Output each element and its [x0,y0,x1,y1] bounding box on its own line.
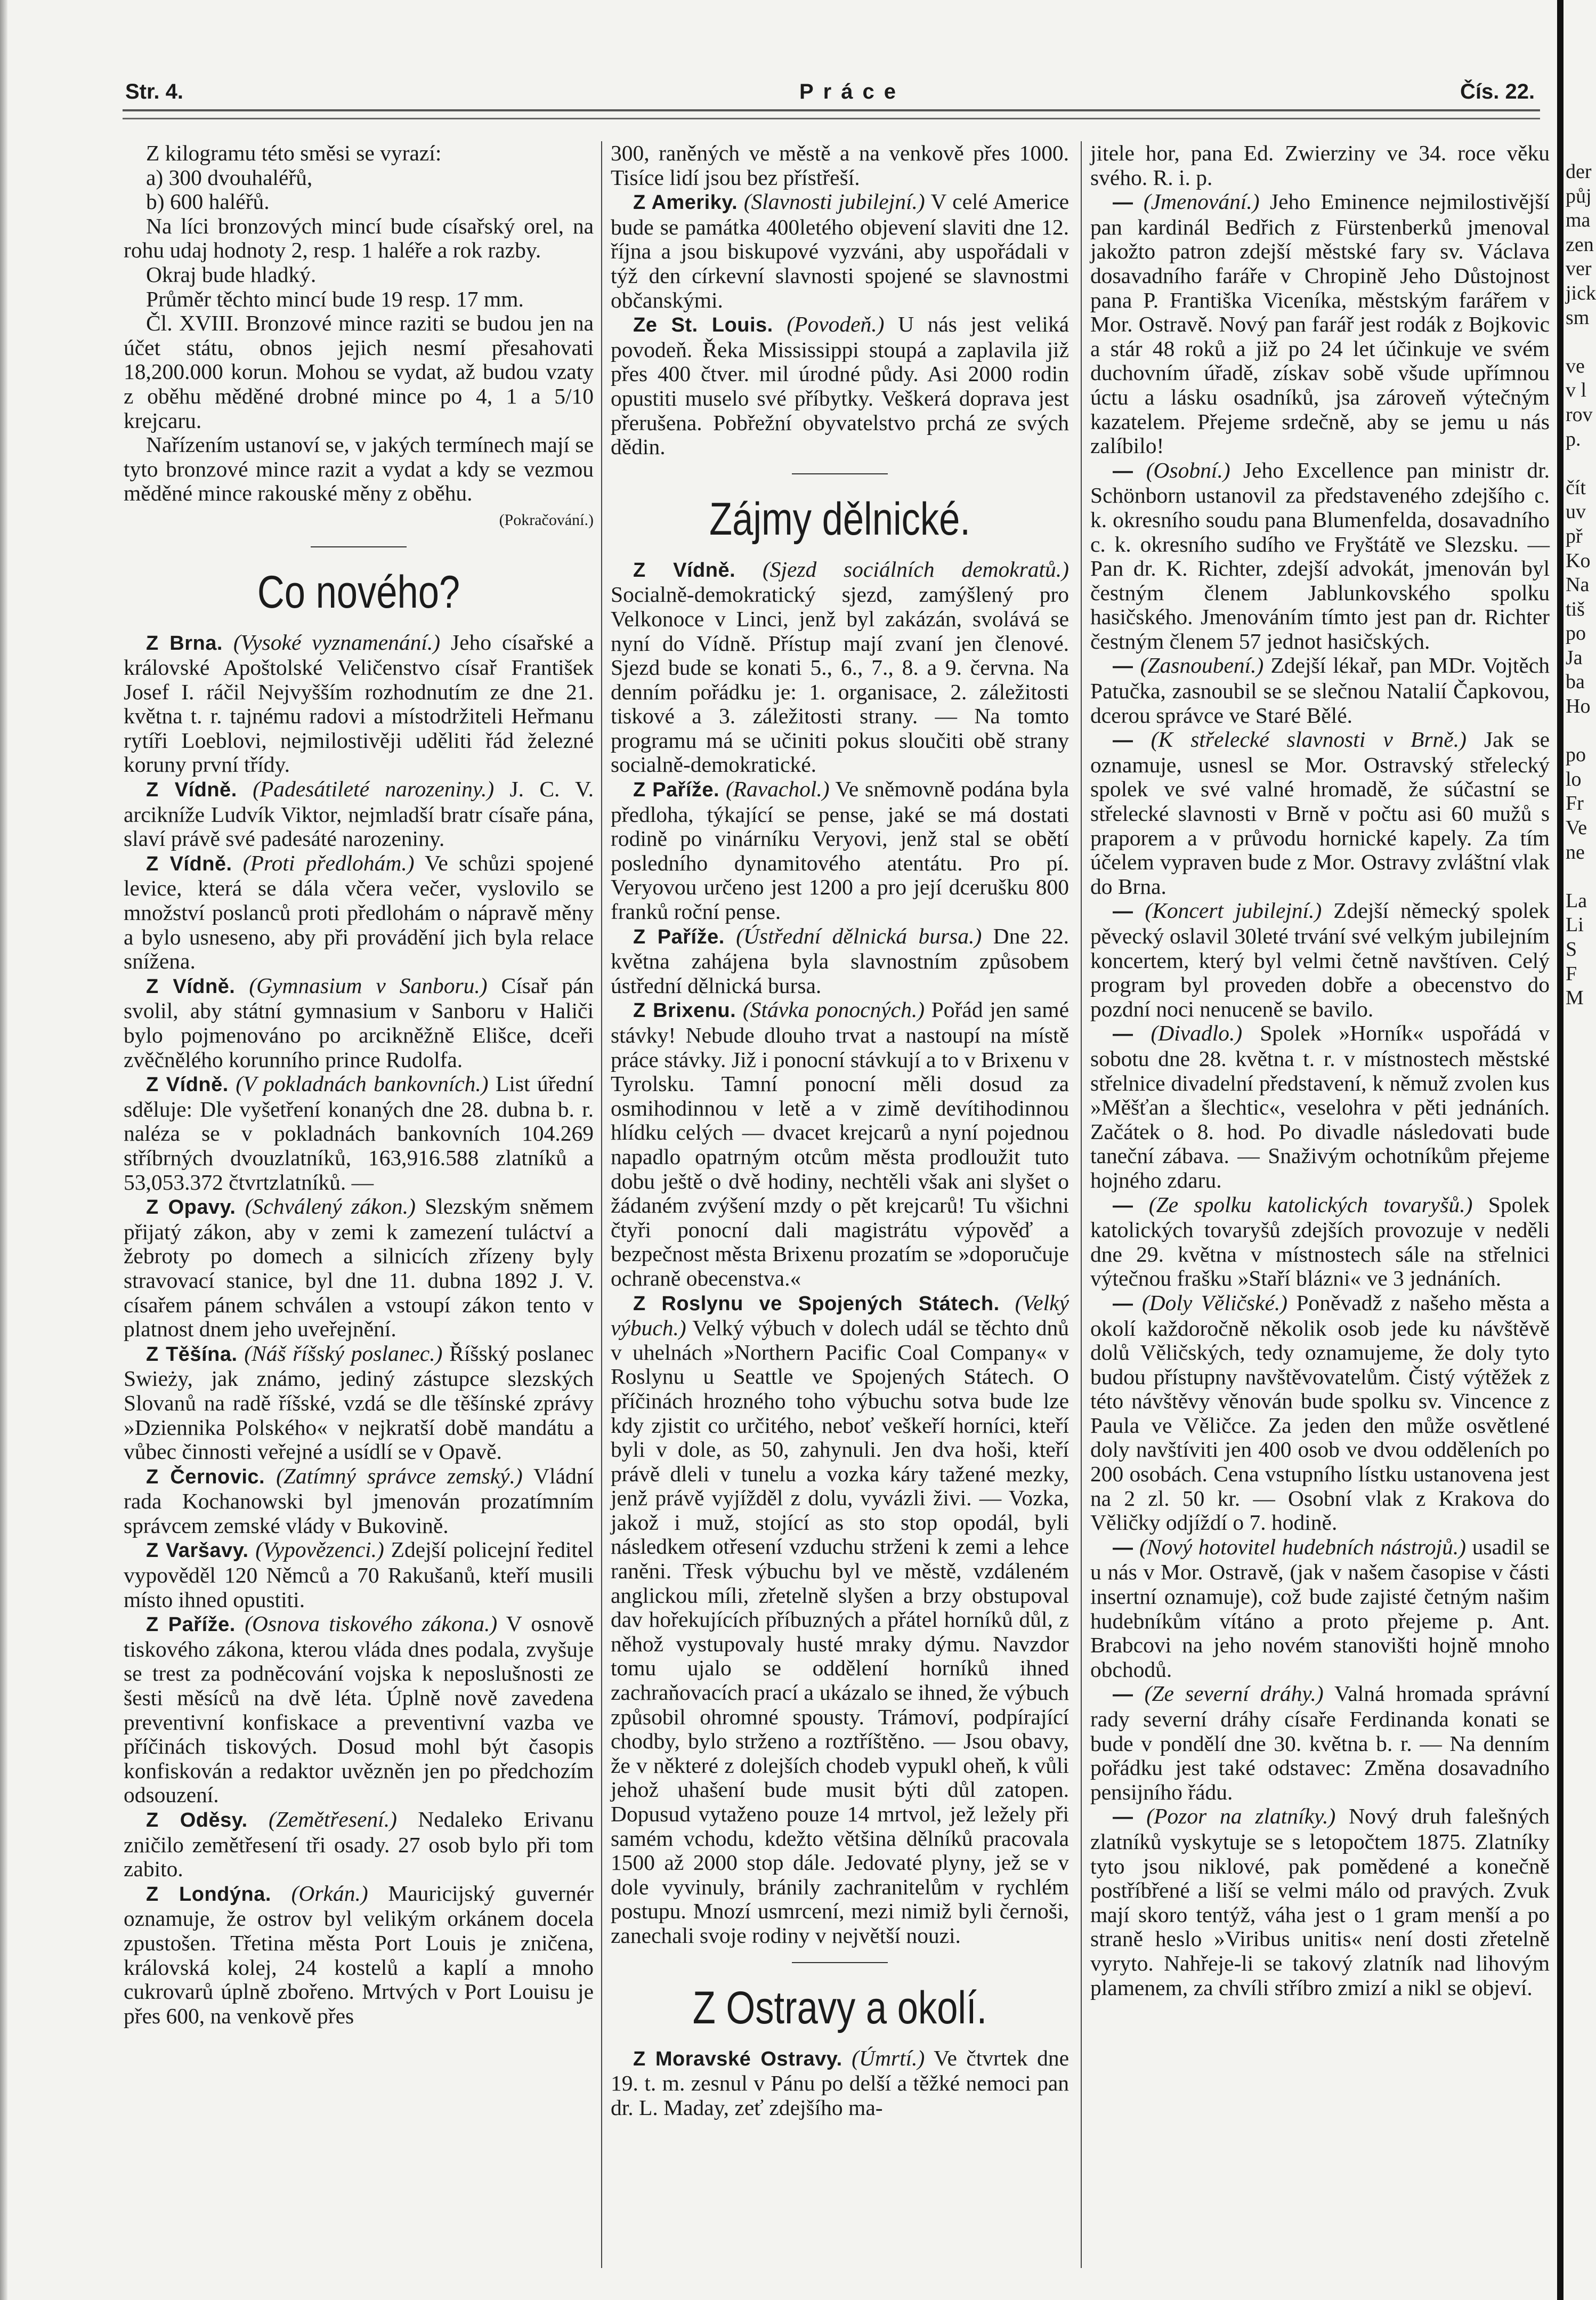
edge-fragment: Na [1566,574,1590,596]
column-3 [1090,141,1550,2268]
section-heading-zajmy-delnicke: Zájmy dělnické. [709,493,970,545]
edge-fragment: p. [1566,427,1581,450]
news-item [124,214,594,263]
news-item [611,141,1069,190]
item-lead: — [1113,729,1133,752]
item-lead: — [1113,1194,1133,1217]
newspaper-title: Práce [799,80,905,103]
item-text: Zdejší lékař, pan MDr. Vojtěch Patučka, zasnoubil se se slečnou Natalií Čapkovou, dcerou správce ve Staré Bělé. [1090,653,1550,728]
news-item [124,851,594,974]
item-text: Dne 22. května zahájena byla slavnostním způsobem ústřední dělnická bursa. [611,923,1070,998]
item-text: Průměr těchto mincí bude 19 resp. 17 mm. [146,286,524,311]
section-heading-co-noveho: Co nového? [257,566,460,618]
news-item [611,924,1069,998]
news-item [124,433,594,506]
item-text: Zdejší německý spolek pěvecký oslavil 30leté trvání své velkým jubilejním koncertem, který byl velmi četně navštíven. Celý program byl proveden dobře a obecenstvo do pozdní noci nenuceně se bavilo. [1090,898,1550,1021]
news-item [611,777,1069,924]
news-item [124,1882,594,2029]
edge-fragment: ne [1566,841,1585,863]
item-lead: — [1113,191,1133,214]
item-topic: (Stávka ponocných.) [742,997,925,1022]
item-text: Na líci bronzových mincí bude císařský orel, na rohu udaj hodnoty 2, resp. 1 haléře a rok razby. [124,213,594,263]
edge-fragment: ve [1566,354,1585,377]
item-text: Spolek katolických tovaryšů zdejších provozuje v neděli dne 29. května v místnostech sále na střelnici výtečnou frašku »Staří blázni« ve 3 jednáních. [1090,1192,1550,1291]
item-topic: (Úmrtí.) [852,2045,925,2070]
item-topic: (Schválený zákon.) [245,1194,416,1219]
item-topic: (Náš říšský poslanec.) [244,1341,443,1366]
edge-fragment: Ho [1566,695,1591,718]
edge-fragment: sm [1566,306,1590,329]
item-text: Jak se oznamuje, usnesl se Mor. Ostravský střelecký spolek ve své valné hromadě, že súčastní se střelecké slavnosti v Brně v počtu asi 60 mužů s praporem a v průvodu hornické kapely. Za tím účelem vypraven bude z Mor. Ostravy zvláštní vlak do Brna. [1090,727,1550,899]
column-rule [1081,141,1082,2268]
edge-fragment: Ve [1566,817,1587,840]
item-topic: (Slavnosti jubilejní.) [743,189,925,214]
issue-number: Čís. 22. [1460,80,1535,103]
edge-fragment: ver [1566,257,1592,280]
news-item [124,190,594,214]
item-topic: (Doly Věličské.) [1141,1290,1288,1315]
item-topic: (Pozor na zlatníky.) [1146,1804,1336,1829]
edge-fragment: jick [1566,281,1596,304]
news-item [611,558,1069,777]
item-lead: — [1113,655,1133,678]
item-topic: (Povodeň.) [787,312,885,337]
news-item [124,974,594,1072]
item-text: Slezským sněmem přijatý zákon, aby v zemi k zamezení tuláctví a žebroty po domech a silnicích zřízeny byly stravovací stanice, byl dne 11. dubna 1892 J. V. císařem pánem schválen a vstoupí zákon tento v platnost dnem jeho uveřejnění. [124,1194,594,1342]
news-item [124,631,594,778]
item-topic: (Nový hotovitel hudebních nástrojů.) [1139,1534,1467,1559]
edge-fragment: tiš [1566,598,1585,620]
continued-note: (Pokračování.) [499,511,594,529]
header-rule [123,109,1540,119]
item-lead: Z Vídně. [633,559,736,582]
news-item [611,190,1069,312]
news-item [611,312,1069,459]
coin-law-continuation [124,141,594,506]
edge-fragment: čít [1566,476,1586,499]
section-divider [311,546,407,547]
item-text: U nás jest veliká povodeň. Řeka Mississippi stoupá a zaplavila již přes 400 čtver. mil úrodné půdy. Asi 2000 rodin opustiti muselo své příbytky. Veškerá doprava jest přerušena. Pobřežní obyvatelstvo prchá ze svých dědin. [611,312,1070,459]
news-item [1090,653,1550,728]
item-topic: (Vypovězenci.) [255,1537,384,1562]
news-item [1090,1193,1550,1291]
edge-fragment: S [1566,938,1577,961]
item-lead: Z Moravské Ostravy. [633,2047,842,2070]
item-topic: (K střelecké slavnosti v Brně.) [1151,727,1467,752]
item-lead: Z Vídně. [146,852,232,875]
item-topic: (Koncert jubilejní.) [1145,898,1322,923]
column-rule [601,141,602,2268]
news-item [1090,141,1550,190]
edge-fragment: zen [1566,233,1594,256]
adjacent-page-fragment [1566,160,1596,1011]
edge-fragment [1566,719,1591,744]
item-lead: — [1113,1683,1133,1706]
item-lead: — [1113,1806,1133,1829]
item-lead: — [1113,900,1133,923]
item-topic: (Orkán.) [291,1881,368,1906]
item-text: Císař pán svolil, aby státní gymnasium v Sanboru v Haliči bylo pojmenováno po arcikněžně Elišce, dceři zvěčnělého korunního prince Rudolfa. [124,973,594,1072]
item-text: Spolek »Horník« uspořádá v sobotu dne 28. května t. r. v místnostech městské střelnice divadelní představení, k němuž zvolen kus »Měšťan a šlechtic«, veselohra v pěti jednáních. Začátek o 8. hod. Po divadle následovati bude taneční zábava. — Snaživým ochotníkům přejeme hojného zdaru. [1090,1021,1550,1192]
item-lead: — [1113,1536,1133,1559]
item-text: jitele hor, pana Ed. Zwierziny ve 34. roce věku svého. R. i. p. [1090,141,1550,190]
edge-fragment: Fr [1566,792,1584,815]
edge-fragment: po [1566,622,1586,645]
edge-fragment: Ja [1566,646,1583,669]
item-topic: (Zatímný správce zemský.) [276,1463,523,1488]
item-text: Pořád jen samé stávky! Nebude dlouho trvat a nastoupí na místě práce stávky. Již i ponocní stávkují a to v Brixenu v Tyrolsku. Tamní ponocní měli dosud za osmihodinnou v letě a v zimě devítihodinnou hlídku celých — dvacet krejcarů a nyní pojednou napadlo opatrným otcům města prodloužit tuto dobu ještě o dvě hodiny, nechtěli však ani slyšet o žádaném zvýšení mzdy o pět krejcarů! Tu všichni čtyři ponocní dali magistrátu výpověď a bezpečnost města Brixenu prozatím se »doporučuje ochraně obecenstva.« [611,997,1070,1290]
item-text: Jeho císařské a královské Apoštolské Veličenstvo císař František Josef I. ráčil Nejvyšším rozhodnutím ze dne 21. května t. r. tajnému radovi a místodržiteli Heřmanu rytíři Loeblovi, nejmilostivěji uděliti řád železné koruny první třídy. [124,630,594,777]
news-item [124,311,594,433]
section-heading-z-ostravy: Z Ostravy a okolí. [692,1982,987,2033]
local-news-list [611,2046,1069,2120]
news-item [1090,1021,1550,1192]
news-item [124,263,594,287]
item-text: Říšský poslanec Swieży, jak známo, jediný zástupce slezských Slovanů na radě říšské, vzdá se dle těšínské zprávy »Dziennika Polského« v nejkratší době mandátu a vůbec činnosti veřejné a usídlí se v Opavě. [124,1341,594,1464]
item-topic: (Ze spolku katolických tovaryšů.) [1148,1192,1473,1217]
item-topic: (Sjezd sociálních demokratů.) [762,556,1070,582]
item-text: Socialně-demokratický sjezd, zamýšlený pro Velkonoce v Linci, jenž byl zakázán, svolává se nyní do Vídně. Přístup mají zvaní jen členové. Sjezd bude se konati 5., 6., 7., 8. a 9. června. Na denním pořádku je: 1. organisace, 2. záležitosti tiskové a 3. záležitosti strany. — Na tomto programu má se učiniti pokus sloučiti obě strany socialně-demokratické. [611,582,1069,777]
item-text: Nedaleko Erivanu zničilo zemětřesení tři osady. 27 osob bylo při tom zabito. [124,1807,594,1882]
news-item [124,1342,594,1464]
item-text: J. C. V. arcikníže Ludvík Viktor, nejmladší bratr císaře pána, slaví právě své padesáté narozeniny. [124,777,594,851]
news-item [1090,458,1550,654]
item-lead: — [1113,1292,1133,1315]
item-text: Mauricijský guvernér oznamuje, že ostrov byl velikým orkánem docela zpustošen. Třetina města Port Louis je zničena, královská kolej, 24 kostelů a kaplí a mnoho cukrovarů úplně zbořeno. Mrtvých v Port Louisu je přes 600, na venkově přes [124,1881,594,2028]
edge-fragment: v l [1566,379,1587,402]
item-text: Nařízením ustanoví se, v jakých termínech mají se tyto bronzové mince razit a vydat a kdy se vezmou měděné mince rakouské měny z oběhu. [124,432,594,506]
item-topic: (Ústřední dělnická bursa.) [736,923,982,948]
item-text: Zdejší policejní ředitel vypověděl 120 Němců a 70 Rakušanů, kteří musili místo ihned opustiti. [124,1537,594,1612]
news-item [124,1072,594,1195]
item-topic: (Velký výbuch.) [611,1290,1070,1341]
item-topic: (Ze severní dráhy.) [1144,1681,1324,1706]
edge-fragment: po [1566,744,1586,766]
item-lead: Z Varšavy. [146,1539,249,1562]
item-lead: — [1113,1023,1133,1046]
item-topic: (Padesátileté narozeniny.) [253,777,495,802]
item-text: usadil se u nás v Mor. Ostravě, (jak v našem časopise v části insertní oznamuje), což bude zajisté četným našim hudebníkům vítáno a proto přejeme p. Ant. Brabcovi na jeho novém stanovišti hojně mnoho obchodů. [1090,1534,1550,1682]
item-text: Vládní rada Kochanowski byl jmenován prozatímním správcem zemské vlády v Bukovině. [124,1463,594,1538]
item-text: List úřední sděluje: Dle vyšetření konaných dne 28. dubna b. r. naléza se v pokladnách bankovních 104.269 stříbrných dvouzlatníků, 163,916.588 zlatníků a 53,053.372 čtvrtzlatníků. — [124,1071,594,1195]
item-text: V celé Americe bude se památka 400letého objevení slaviti dne 12. října a jsou biskupové vyzváni, aby uspořádali v týž den církevní slavnosti spojené se slavnostmi občanskými. [611,189,1069,312]
local-news-list [1090,141,1550,2000]
news-item [124,1612,594,1807]
item-lead: Z Vídně. [146,779,237,802]
news-item [124,1538,594,1612]
page-edge-shadow [0,0,7,2300]
item-text: Nový druh falešných zlatníků vyskytuje se s letopočtem 1875. Zlatníky tyto jsou niklové, pak pomědené a konečně postříbřené a liší se velmi málo od pravých. Zvuk mají skoro tentýž, váha jest o 1 gram menší a po straně heslo »Viribus unitis« není dosti zřetelně vyryto. Nahřeje-li se takový zlatník nad lihovým plamenem, za chvíli stříbro zmizí a nikl se objeví. [1090,1804,1550,2000]
news-item [124,1464,594,1538]
item-lead: Z Vídně. [146,975,236,998]
news-item [1090,728,1550,899]
item-text: b) 600 haléřů. [146,189,270,214]
edge-fragment: rov [1566,403,1593,426]
item-text: Jeho Eminence nejmilostivější pan kardinál Bedřich z Fürstenberků jmenoval jakožto patron zdejší městské fary sv. Václava dosavadního faráře v Chropině Jeho Důstojnost pana P. Františka Viceníka, městským farářem v Mor. Ostravě. Nový pan farář jest rodák z Bojkovic a stár 48 roků a již po 24 let účinkuje ve svém duchovním úřadě, získav sobě všude upřímnou úctu a lásku osadníků, jsa zároveň výtečným kazatelem. Přejeme srdečně, aby se jemu u nás zalíbilo! [1090,189,1550,458]
item-lead: Z Paříže. [146,1613,236,1636]
item-lead: Z Těšína. [146,1343,238,1366]
edge-fragment: př [1566,524,1583,547]
page-binding-edge [1557,0,1563,2300]
edge-fragment [1566,865,1591,889]
news-list [611,141,1069,459]
edge-fragment: půj [1566,184,1592,207]
item-topic: (Proti předlohám.) [242,850,415,875]
news-item [124,287,594,312]
news-item [611,998,1069,1290]
edge-fragment: lo [1566,768,1582,790]
edge-fragment: M [1566,987,1584,1010]
edge-fragment: Li [1566,914,1584,937]
edge-fragment: der [1566,160,1592,183]
item-text: Ve čtvrtek dne 19. t. m. zesnul v Pánu po delší a těžké nemoci pan dr. L. Maday, zeť zdejšího ma- [611,2045,1069,2120]
item-lead: Z Ameriky. [633,191,738,214]
news-item [1090,190,1550,458]
item-lead: Z Roslynu ve Spojených Státech. [633,1292,1000,1315]
item-topic: (Osnova tiskového zákona.) [245,1611,498,1636]
edge-fragment: ba [1566,671,1585,693]
edge-fragment: F [1566,962,1577,985]
item-text: Ve schůzi spojené levice, která se dála včera večer, vyslovilo se množství poslanců proti předlohám o nápravě měny a bylo usneseno, aby při provádění jich byla relace snížena. [124,850,594,974]
item-lead: Z Oděsy. [146,1809,248,1831]
edge-fragment: ma [1566,209,1591,232]
item-lead: Z Černovic. [146,1465,265,1488]
news-item [124,166,594,190]
news-item [124,1195,594,1342]
item-lead: Z Brna. [146,632,223,655]
item-lead: Ze St. Louis. [633,314,773,337]
item-topic: (Zasnoubení.) [1140,653,1264,678]
edge-fragment: La [1566,889,1587,912]
column-2 [611,141,1069,2268]
news-list [124,631,594,2029]
edge-fragment [1566,330,1591,354]
news-item [124,1807,594,1882]
item-topic: (Ravachol.) [725,777,830,802]
item-topic: (Vysoké vyznamenání.) [233,630,441,655]
item-text: 300, raněných ve městě a na venkově přes 1000. Tisíce lidí jsou bez přístřeší. [611,141,1069,190]
item-lead: Z Vídně. [146,1074,229,1096]
item-text: Z kilogramu této směsi se vyrazí: [146,141,442,165]
item-text: Okraj bude hladký. [146,262,317,287]
item-text: Ve sněmovně podána byla předloha, týkající se pense, jaké se má dostati rodině po vinárníku Veryovi, jenž stal se obětí posledního dynamitového atentátu. Pro pí. Veryovou určeno jest 1200 a pro její dcerušku 800 franků roční pense. [611,777,1069,924]
item-lead: Z Brixenu. [633,999,736,1022]
item-lead: — [1113,459,1133,482]
page-number: Str. 4. [125,80,183,103]
news-item [1090,1804,1550,2000]
item-topic: (Osobní.) [1146,457,1230,482]
section-divider [792,1962,888,1963]
news-item [1090,899,1550,1021]
edge-fragment [1566,451,1591,476]
news-item [611,2046,1069,2120]
column-1 [124,141,594,2268]
item-lead: Z Londýna. [146,1883,271,1906]
item-text: Valná hromada správní rady severní dráhy císaře Ferdinanda konati se bude v pondělí dne 30. května b. r. — Na denním pořádku jest také odstavec: Změna dosavadního pensijního řádu. [1090,1681,1550,1804]
item-text: V osnově tiskového zákona, kterou vláda dnes podala, zvyšuje se trest za podněcování vojska k neposlušnosti ze šesti měsíců na dvě léta. Úplně nově zavedena preventivní konfiskace a preventivní vazba ve příčinách tiskových. Dosud mohl být časopis konfiskován a redaktor uvězněn jen po předchozím odsouzení. [124,1611,594,1807]
item-topic: (Zemětřesení.) [269,1807,397,1831]
news-item [1090,1535,1550,1682]
item-topic: (Divadlo.) [1151,1021,1243,1046]
item-lead: Z Opavy. [146,1196,236,1219]
item-lead: Z Paříže. [633,779,720,802]
item-topic: (Jmenování.) [1143,189,1260,214]
labour-news-list [611,558,1069,1948]
section-divider [792,473,888,474]
item-topic: (V pokladnách bankovních.) [236,1071,489,1096]
news-item [1090,1682,1550,1804]
item-text: a) 300 dvouhaléřů, [146,165,313,190]
edge-fragment: uv [1566,501,1586,523]
news-item [1090,1291,1550,1535]
news-item [611,1291,1069,1948]
edge-fragment: Ko [1566,549,1591,572]
item-text: Jeho Excellence pan ministr dr. Schönborn ustanovil za představeného zdejšího c. k. okresního soudu pana Blumenfelda, dosavadního c. k. okresního sudího ve Fryštátě ve Slezsku. — Pan dr. K. Richter, zdejší advokát, jmenován byl čestným členem Jablunkovského spolku hasičského. Jmenováním tímto jest pan dr. Richter čestným členem 57 jednot hasičských. [1090,457,1550,653]
item-text: Velký výbuch v dolech udál se těchto dnů v uhelnách »Northern Pacific Coal Company« v Roslynu u Seattle ve Spojených Státech. O příčinách hrozného toho výbuchu sotva bude lze kdy zjistit co určitého, neboť veškeří horníci, kteří byli v dole, as 50, zahynuli. Jen dva hoši, kteří právě dleli v tunelu a vozka káry tažené mezky, jenž právě vyjížděl z dolu, vyvázli živi. — Vozka, jakož i muž, stojící as sto stop opodál, byli následkem otřesení vzduchu strženi k zemi a lehce raněni. Třesk výbuchu byl ve městě, vzdáleném anglickou míli, zřetelně slyšen a brzy obstupoval dav hořekujících příbuzných a přátel horníků důl, z něhož vystupovaly husté mraky dýmu. Navzdor tomu ujalo se oddělení horníků ihned zachraňovacích prací a ukázalo se ihned, že výbuch způsobil ohromné spousty. Trámoví, podpírající chodby, bylo strženo a roztříštěno. — Jsou obavy, že v některé z dolejších chodeb vypukl oheň, k vůli jehož uhašení bude musit býti důl zatopen. Dopusud vytaženo pouze 14 mrtvol, jež ležely při samém vchodu, kdežto většina dělníků pracovala 1500 až 2000 stop dále. Jedovaté plyny, jež se v dole vyvinuly, bránily zachranitelům v rychlém postupu. Mnozí usmrcení, mezi nimiž byli černoši, zanechali svoje rodiny v největší nouzi. [611,1316,1069,1948]
item-topic: (Gymnasium v Sanboru.) [249,973,488,998]
news-item [124,141,594,166]
news-item [124,777,594,851]
item-lead: Z Paříže. [633,925,725,948]
item-text: Poněvadž z našeho města a okolí každoročně několik osob jede ku návštěvě dolů Věličských, tedy oznamujeme, že doly tyto budou přístupny navštěvovatelům. Čistý výtěžek z této návštěvy věnován bude spolku sv. Vincence z Paula ve Věličce. Za jeden den může osvětlené doly navštíviti jen 400 osob ve dvou odděleních po 200 osobách. Cena vstupního lístku ustanovena jest na 2 zl. 50 kr. — Osobní vlak z Krakova do Věličky odjíždí o 7. hodině. [1090,1290,1550,1535]
item-text: Čl. XVIII. Bronzové mince raziti se budou jen na účet státu, obnos jejich nesmí přesahovati 18,200.000 korun. Mohou se vydat, až budou vzaty z oběhu měděné drobné mince po 4, 1 a 5/10 krejcaru. [124,311,594,433]
